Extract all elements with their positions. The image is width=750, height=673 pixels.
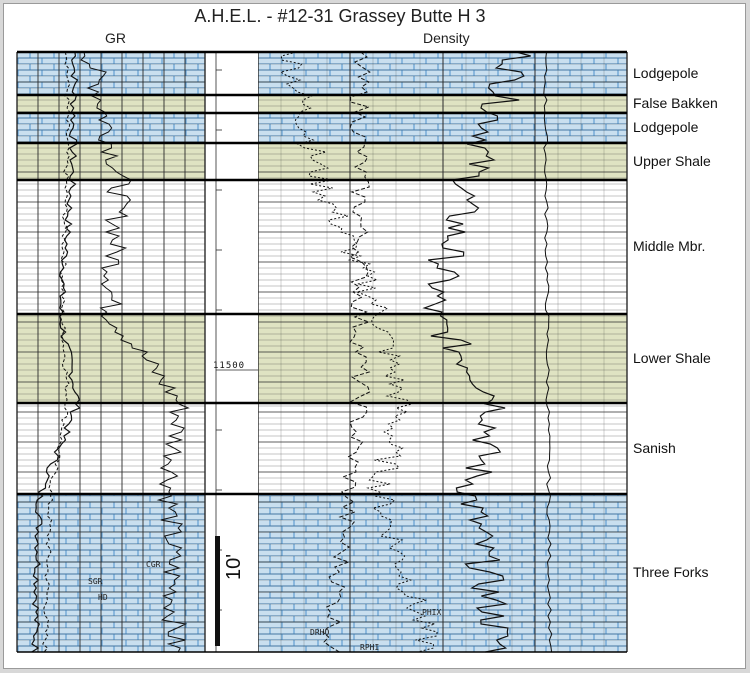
gr-track-header: GR: [105, 30, 126, 46]
curve-label-rphi: RPHI: [360, 643, 380, 652]
formation-band-5-gr: [17, 314, 205, 403]
formation-band-4-gr: [17, 180, 205, 314]
formation-band-2-gr: [17, 113, 205, 143]
scale-label: 10': [223, 553, 245, 580]
formation-label-4: Middle Mbr.: [633, 238, 706, 254]
formation-band-0-gr: [17, 52, 205, 95]
curve-label-cgr: CGR: [146, 560, 161, 569]
formation-label-7: Three Forks: [633, 564, 709, 580]
curve-label-sgr: SGR: [88, 577, 103, 586]
formation-label-6: Sanish: [633, 439, 676, 456]
density-track-header: Density: [423, 30, 470, 46]
formation-label-3: Upper Shale: [633, 152, 711, 169]
formation-band-1-gr: [17, 95, 205, 113]
formation-label-5: Lower Shale: [633, 349, 711, 366]
curve-label-hd: HD: [98, 593, 108, 602]
curve-label-phix: PHIX: [422, 608, 442, 617]
vertical-scale-bar: [215, 536, 220, 646]
figure-title: A.H.E.L. - #12-31 Grassey Butte H 3: [194, 6, 486, 26]
curve-label-drho: DRHO: [310, 628, 330, 637]
formation-label-2: Lodgepole: [633, 119, 699, 135]
formation-label-1: False Bakken: [633, 95, 718, 111]
formation-label-0: Lodgepole: [633, 64, 699, 81]
depth-marker: 11500: [213, 361, 246, 371]
formation-band-6-gr: [17, 403, 205, 494]
